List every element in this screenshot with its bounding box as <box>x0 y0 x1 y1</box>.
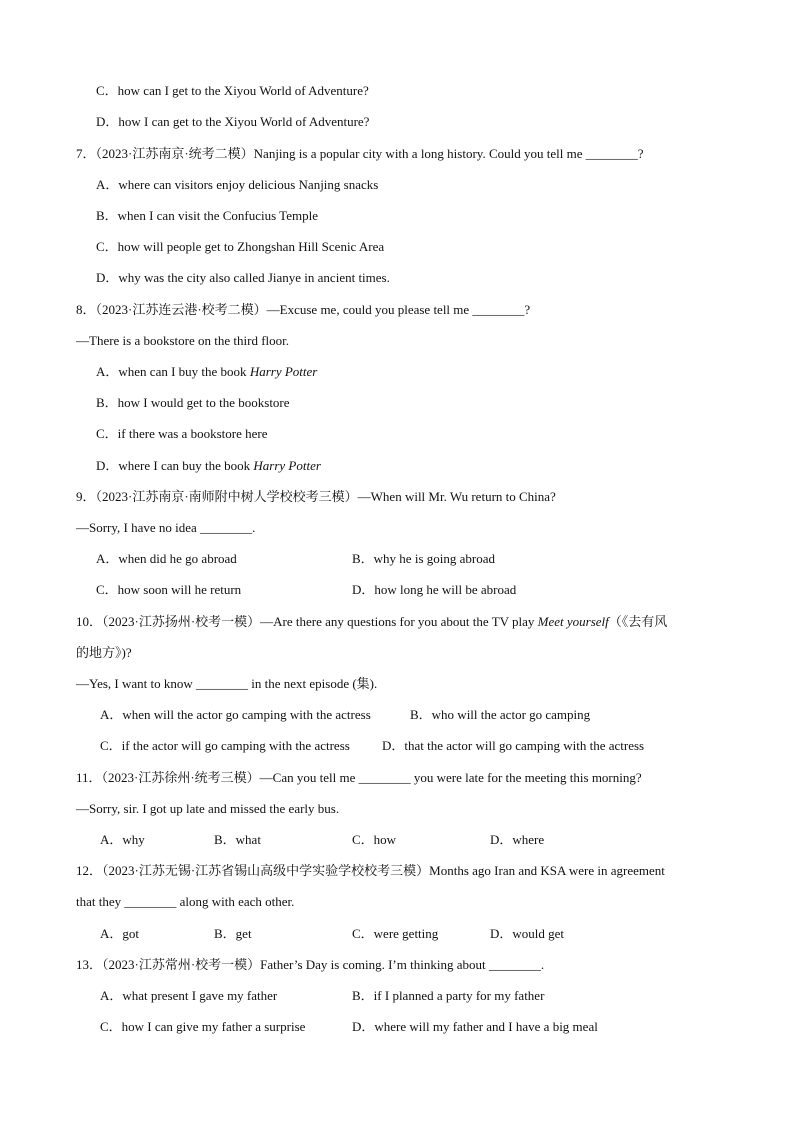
q13-option-c: C．how I can give my father a surprise <box>100 1019 306 1034</box>
q10-reply: —Yes, I want to know ________ in the next episode (集). <box>76 676 378 691</box>
q11-reply: —Sorry, sir. I got up late and missed the early bus. <box>76 801 340 816</box>
q9-option-a: A．when did he go abroad <box>96 551 237 566</box>
q12-stem: 12．（2023·江苏无锡·江苏省锡山高级中学实验学校校考三模）Months ago Iran and KSA were in agreement <box>76 863 665 878</box>
q12-stem-line2: that they ________ along with each other. <box>76 894 295 909</box>
q9-options-row1 <box>96 549 724 569</box>
q10-option-a: A．when will the actor go camping with the actress <box>100 707 371 722</box>
q12-options-row <box>100 924 724 944</box>
q6-option-d: D．how I can get to the Xiyou World of Adventure? <box>96 114 370 129</box>
q10-option-c: C．if the actor will go camping with the actress <box>100 738 350 753</box>
q9-option-d: D．how long he will be abroad <box>352 582 517 597</box>
q11-options-row <box>100 830 724 850</box>
q13-option-b: B．if I planned a party for my father <box>352 988 545 1003</box>
q11-option-a: A．why <box>100 832 145 847</box>
q12-option-d: D．would get <box>490 926 565 941</box>
q8-option-a: A．when can I buy the book Harry Potter <box>96 364 318 379</box>
q13-options-row2 <box>100 1017 724 1037</box>
q10-stem-line2: 的地方》)? <box>76 645 132 660</box>
q11-stem: 11．（2023·江苏徐州·统考三模）—Can you tell me ________ you were late for the meeting this morning? <box>76 770 642 785</box>
q9-option-c: C．how soon will he return <box>96 582 242 597</box>
q13-options-row1 <box>100 986 724 1006</box>
q7-option-d: D．why was the city also called Jianye in ancient times. <box>96 270 390 285</box>
q8-option-c: C．if there was a bookstore here <box>96 426 268 441</box>
q13-option-a: A．what present I gave my father <box>100 988 278 1003</box>
q8-option-d: D．where I can buy the book Harry Potter <box>96 458 321 473</box>
q10-option-b: B．who will the actor go camping <box>410 707 591 722</box>
q11-option-d: D．where <box>490 832 545 847</box>
q9-reply: —Sorry, I have no idea ________. <box>76 520 256 535</box>
q13-option-d: D．where will my father and I have a big meal <box>352 1019 598 1034</box>
q12-option-a: A．got <box>100 926 140 941</box>
q11-option-c: C．how <box>352 832 397 847</box>
q7-option-c: C．how will people get to Zhongshan Hill Scenic Area <box>96 239 385 254</box>
q7-stem: 7．（2023·江苏南京·统考二模）Nanjing is a popular city with a long history. Could you tell me ________? <box>76 146 644 161</box>
q8-reply: —There is a bookstore on the third floor. <box>76 333 290 348</box>
q12-option-c: C．were getting <box>352 926 439 941</box>
q9-options-row2 <box>96 580 724 600</box>
q11-option-b: B．what <box>214 832 261 847</box>
q7-option-a: A．where can visitors enjoy delicious Nanjing snacks <box>96 177 379 192</box>
q7-option-b: B．when I can visit the Confucius Temple <box>96 208 318 223</box>
q12-option-b: B．get <box>214 926 252 941</box>
q10-options-row2 <box>100 736 724 756</box>
q6-option-c: C．how can I get to the Xiyou World of Adventure? <box>96 83 369 98</box>
q9-option-b: B．why he is going abroad <box>352 551 495 566</box>
q10-option-d: D．that the actor will go camping with the actress <box>382 738 645 753</box>
q8-option-b: B．how I would get to the bookstore <box>96 395 290 410</box>
q8-stem: 8．（2023·江苏连云港·校考二模）—Excuse me, could you please tell me ________? <box>76 302 531 317</box>
q13-stem: 13．（2023·江苏常州·校考一模）Father’s Day is coming. I’m thinking about ________. <box>76 957 545 972</box>
q9-stem: 9．（2023·江苏南京·南师附中树人学校校考三模）—When will Mr. Wu return to China? <box>76 489 556 504</box>
q10-options-row1 <box>100 705 724 725</box>
q10-stem: 10．（2023·江苏扬州·校考一模）—Are there any questions for you about the TV play Meet yourself（《去有风 <box>76 614 668 629</box>
